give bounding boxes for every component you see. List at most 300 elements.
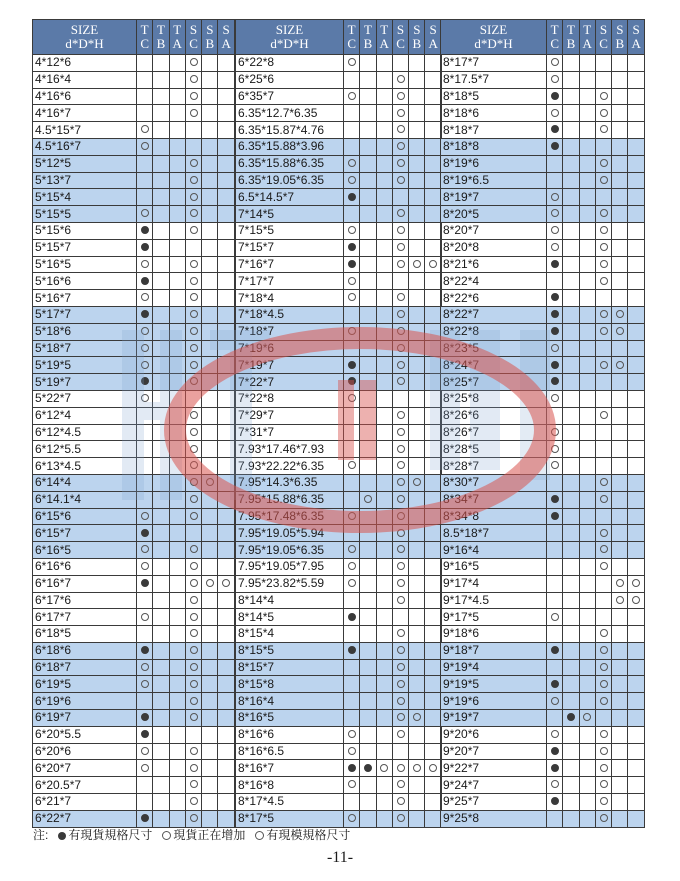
flag-cell	[409, 290, 425, 307]
size-cell: 8*16*4	[236, 693, 344, 710]
open-dot-icon	[348, 562, 356, 570]
filled-dot-icon	[551, 125, 559, 133]
flag-cell	[595, 172, 611, 189]
flag-cell	[425, 542, 441, 559]
open-dot-icon	[348, 730, 356, 738]
flag-cell	[612, 726, 628, 743]
flag-cell	[595, 508, 611, 525]
open-dot-icon	[141, 545, 149, 553]
table-row	[441, 525, 645, 542]
open-dot-icon	[397, 377, 405, 385]
flag-cell	[202, 441, 218, 458]
open-dot-icon	[397, 428, 405, 436]
flag-cell	[579, 222, 595, 239]
flag-cell	[376, 155, 392, 172]
open-dot-icon	[141, 344, 149, 352]
open-dot-icon	[429, 764, 437, 772]
flag-cell	[595, 424, 611, 441]
flag-cell	[409, 189, 425, 206]
filled-dot-icon	[348, 260, 356, 268]
open-dot-icon	[600, 495, 608, 503]
table-row	[441, 155, 645, 172]
flag-cell	[409, 710, 425, 727]
flag-cell	[202, 55, 218, 72]
table-row	[441, 726, 645, 743]
flag-cell	[185, 374, 201, 391]
flag-cell	[547, 592, 563, 609]
table-row	[33, 592, 235, 609]
flag-cell	[547, 491, 563, 508]
flag-cell	[563, 105, 579, 122]
open-dot-icon	[348, 226, 356, 234]
flag-cell	[595, 306, 611, 323]
flag-cell	[153, 323, 169, 340]
flag-cell	[425, 390, 441, 407]
flag-cell	[185, 542, 201, 559]
flag-cell	[579, 777, 595, 794]
flag-cell	[153, 525, 169, 542]
flag-cell	[360, 575, 376, 592]
open-dot-icon	[616, 327, 624, 335]
flag-cell	[137, 306, 153, 323]
flag-header-top: T	[380, 22, 389, 37]
table-row	[236, 760, 442, 777]
size-cell: 7*18*4.5	[236, 306, 344, 323]
open-dot-icon	[190, 495, 198, 503]
filled-dot-icon	[551, 310, 559, 318]
flag-cell	[185, 743, 201, 760]
flag-cell	[392, 122, 408, 139]
table-row	[236, 239, 442, 256]
flag-cell	[425, 206, 441, 223]
flag-cell	[579, 743, 595, 760]
flag-cell	[376, 407, 392, 424]
filled-dot-icon	[141, 814, 149, 822]
flag-cell	[628, 407, 644, 424]
flag-cell	[595, 71, 611, 88]
flag-cell	[628, 491, 644, 508]
flag-cell	[218, 172, 234, 189]
flag-cell	[547, 323, 563, 340]
open-dot-icon	[397, 411, 405, 419]
flag-cell	[344, 642, 360, 659]
flag-cell	[137, 222, 153, 239]
flag-cell	[185, 592, 201, 609]
flag-cell	[376, 189, 392, 206]
flag-cell	[547, 760, 563, 777]
flag-cell	[392, 710, 408, 727]
flag-cell	[185, 659, 201, 676]
flag-cell	[344, 357, 360, 374]
flag-cell	[169, 491, 185, 508]
flag-header	[579, 20, 595, 55]
table-row	[33, 760, 235, 777]
flag-cell	[360, 693, 376, 710]
flag-cell	[628, 424, 644, 441]
flag-cell	[563, 88, 579, 105]
flag-cell	[612, 138, 628, 155]
flag-cell	[153, 340, 169, 357]
flag-cell	[628, 172, 644, 189]
flag-cell	[595, 390, 611, 407]
flag-cell	[169, 609, 185, 626]
size-cell: 8*17.5*7	[441, 71, 547, 88]
flag-cell	[612, 239, 628, 256]
open-dot-icon	[616, 310, 624, 318]
flag-cell	[579, 306, 595, 323]
size-cell: 8*19*6.5	[441, 172, 547, 189]
flag-cell	[628, 206, 644, 223]
flag-cell	[425, 323, 441, 340]
flag-cell	[344, 676, 360, 693]
flag-cell	[628, 323, 644, 340]
table-row	[236, 743, 442, 760]
flag-cell	[425, 474, 441, 491]
flag-cell	[344, 693, 360, 710]
flag-cell	[137, 206, 153, 223]
flag-cell	[409, 55, 425, 72]
filled-dot-icon	[551, 512, 559, 520]
open-dot-icon	[600, 277, 608, 285]
flag-cell	[153, 458, 169, 475]
flag-cell	[344, 777, 360, 794]
flag-cell	[344, 424, 360, 441]
flag-cell	[547, 189, 563, 206]
open-dot-icon	[413, 260, 421, 268]
flag-cell	[595, 693, 611, 710]
flag-cell	[425, 558, 441, 575]
flag-cell	[628, 794, 644, 811]
flag-header-bottom: B	[363, 36, 373, 51]
size-cell: 4*16*4	[33, 71, 137, 88]
flag-cell	[563, 407, 579, 424]
table-row	[33, 659, 235, 676]
size-cell: 7*15*5	[236, 222, 344, 239]
open-dot-icon	[397, 545, 405, 553]
flag-cell	[563, 794, 579, 811]
flag-cell	[218, 743, 234, 760]
table-row	[236, 508, 442, 525]
flag-cell	[392, 592, 408, 609]
flag-cell	[344, 390, 360, 407]
filled-dot-icon	[141, 730, 149, 738]
flag-header-top: S	[632, 22, 640, 37]
flag-cell	[409, 726, 425, 743]
flag-cell	[612, 71, 628, 88]
open-dot-icon	[397, 226, 405, 234]
open-dot-icon	[551, 209, 559, 217]
size-cell: 6*17*6	[33, 592, 137, 609]
size-cell: 4.5*15*7	[33, 122, 137, 139]
flag-cell	[563, 189, 579, 206]
flag-cell	[202, 458, 218, 475]
flag-header	[218, 20, 234, 55]
table-row	[33, 424, 235, 441]
flag-cell	[137, 88, 153, 105]
open-dot-icon	[551, 613, 559, 621]
flag-cell	[137, 542, 153, 559]
size-cell: 9*19*7	[441, 710, 547, 727]
table-row	[236, 323, 442, 340]
header-row	[33, 20, 235, 55]
flag-cell	[185, 88, 201, 105]
flag-cell	[376, 575, 392, 592]
flag-cell	[547, 71, 563, 88]
flag-cell	[137, 474, 153, 491]
flag-cell	[202, 407, 218, 424]
open-dot-icon	[348, 814, 356, 822]
size-cell: 7.95*17.48*6.35	[236, 508, 344, 525]
flag-cell	[409, 340, 425, 357]
flag-cell	[563, 290, 579, 307]
flag-cell	[547, 138, 563, 155]
size-cell: 8*20*7	[441, 222, 547, 239]
flag-cell	[202, 256, 218, 273]
flag-cell	[392, 172, 408, 189]
flag-cell	[376, 122, 392, 139]
flag-cell	[185, 206, 201, 223]
table-row	[236, 592, 442, 609]
size-cell: 6.35*15.87*4.76	[236, 122, 344, 139]
flag-cell	[360, 626, 376, 643]
open-dot-icon	[429, 260, 437, 268]
flag-cell	[579, 88, 595, 105]
flag-cell	[563, 206, 579, 223]
flag-cell	[392, 525, 408, 542]
flag-cell	[137, 693, 153, 710]
size-cell: 6*17*7	[33, 609, 137, 626]
flag-cell	[185, 122, 201, 139]
flag-cell	[169, 508, 185, 525]
flag-cell	[563, 273, 579, 290]
size-cell: 7*14*5	[236, 206, 344, 223]
flag-header-bottom: B	[615, 36, 625, 51]
flag-cell	[376, 441, 392, 458]
flag-cell	[612, 710, 628, 727]
open-dot-icon	[348, 579, 356, 587]
flag-cell	[185, 777, 201, 794]
flag-cell	[169, 340, 185, 357]
flag-cell	[376, 810, 392, 827]
flag-cell	[185, 794, 201, 811]
flag-header-top: T	[363, 22, 372, 37]
flag-cell	[409, 155, 425, 172]
open-dot-icon	[397, 529, 405, 537]
flag-cell	[563, 374, 579, 391]
flag-cell	[579, 794, 595, 811]
flag-cell	[409, 122, 425, 139]
flag-cell	[218, 575, 234, 592]
flag-cell	[218, 138, 234, 155]
flag-cell	[595, 323, 611, 340]
flag-cell	[409, 542, 425, 559]
flag-cell	[547, 575, 563, 592]
flag-cell	[547, 172, 563, 189]
flag-cell	[218, 424, 234, 441]
flag-cell	[579, 374, 595, 391]
flag-header	[392, 20, 408, 55]
open-dot-icon	[397, 629, 405, 637]
table-row	[441, 592, 645, 609]
flag-cell	[153, 676, 169, 693]
flag-cell	[628, 659, 644, 676]
size-cell: 9*19*5	[441, 676, 547, 693]
size-cell: 6*35*7	[236, 88, 344, 105]
flag-header	[185, 20, 201, 55]
flag-cell	[185, 474, 201, 491]
flag-cell	[185, 239, 201, 256]
open-dot-icon	[600, 327, 608, 335]
table-row	[236, 155, 442, 172]
flag-header-bottom: A	[428, 36, 438, 51]
open-dot-icon	[632, 579, 640, 587]
flag-cell	[344, 340, 360, 357]
flag-cell	[563, 474, 579, 491]
open-dot-icon	[141, 764, 149, 772]
open-dot-icon	[190, 646, 198, 654]
flag-cell	[360, 659, 376, 676]
flag-cell	[628, 777, 644, 794]
flag-cell	[595, 592, 611, 609]
flag-cell	[169, 55, 185, 72]
flag-header-top: S	[413, 22, 421, 37]
flag-cell	[202, 743, 218, 760]
flag-cell	[595, 743, 611, 760]
flag-cell	[392, 760, 408, 777]
flag-cell	[579, 273, 595, 290]
flag-cell	[376, 206, 392, 223]
flag-cell	[360, 558, 376, 575]
size-cell: 9*18*6	[441, 626, 547, 643]
flag-cell	[344, 122, 360, 139]
flag-cell	[169, 189, 185, 206]
open-dot-icon	[190, 377, 198, 385]
open-dot-icon	[190, 277, 198, 285]
flag-cell	[344, 609, 360, 626]
open-dot-icon	[348, 58, 356, 66]
flag-header-bottom: C	[189, 36, 198, 51]
open-dot-icon	[551, 226, 559, 234]
flag-cell	[579, 357, 595, 374]
filled-dot-icon	[141, 713, 149, 721]
flag-cell	[344, 55, 360, 72]
size-cell: 6*16*5	[33, 542, 137, 559]
table-row	[441, 172, 645, 189]
open-dot-icon	[413, 713, 421, 721]
flag-cell	[595, 642, 611, 659]
flag-cell	[579, 206, 595, 223]
flag-cell	[392, 743, 408, 760]
flag-cell	[137, 743, 153, 760]
open-dot-icon	[600, 159, 608, 167]
flag-header-bottom: A	[582, 36, 592, 51]
open-dot-icon	[551, 243, 559, 251]
flag-cell	[425, 609, 441, 626]
flag-cell	[425, 693, 441, 710]
flag-cell	[137, 558, 153, 575]
flag-cell	[185, 508, 201, 525]
flag-cell	[169, 155, 185, 172]
table-row	[33, 794, 235, 811]
flag-cell	[344, 474, 360, 491]
size-cell: 7.95*19.05*5.94	[236, 525, 344, 542]
flag-cell	[425, 138, 441, 155]
flag-cell	[425, 592, 441, 609]
flag-cell	[202, 542, 218, 559]
flag-cell	[137, 659, 153, 676]
table-row	[441, 122, 645, 139]
flag-cell	[547, 88, 563, 105]
flag-cell	[392, 626, 408, 643]
size-table	[32, 19, 643, 827]
filled-dot-icon	[551, 495, 559, 503]
flag-cell	[628, 726, 644, 743]
flag-cell	[409, 642, 425, 659]
size-cell: 8*14*4	[236, 592, 344, 609]
flag-cell	[392, 575, 408, 592]
flag-cell	[376, 659, 392, 676]
filled-dot-icon	[364, 764, 372, 772]
flag-cell	[425, 710, 441, 727]
flag-cell	[547, 693, 563, 710]
flag-cell	[376, 273, 392, 290]
flag-cell	[376, 340, 392, 357]
flag-cell	[563, 575, 579, 592]
flag-cell	[612, 357, 628, 374]
flag-cell	[392, 609, 408, 626]
flag-cell	[360, 374, 376, 391]
flag-cell	[360, 710, 376, 727]
flag-cell	[612, 374, 628, 391]
table-row	[236, 676, 442, 693]
flag-cell	[376, 726, 392, 743]
size-cell: 4*16*6	[33, 88, 137, 105]
flag-cell	[579, 122, 595, 139]
flag-cell	[218, 155, 234, 172]
flag-cell	[392, 105, 408, 122]
flag-cell	[137, 55, 153, 72]
flag-cell	[612, 424, 628, 441]
size-cell: 8.5*18*7	[441, 525, 547, 542]
open-dot-icon	[397, 780, 405, 788]
flag-cell	[612, 525, 628, 542]
flag-cell	[595, 794, 611, 811]
flag-cell	[612, 390, 628, 407]
flag-cell	[612, 794, 628, 811]
flag-cell	[360, 760, 376, 777]
open-dot-icon	[600, 797, 608, 805]
table-row	[236, 122, 442, 139]
table-row	[441, 357, 645, 374]
flag-cell	[360, 542, 376, 559]
size-cell: 7.95*19.05*7.95	[236, 558, 344, 575]
size-cell: 9*17*5	[441, 609, 547, 626]
flag-cell	[344, 458, 360, 475]
open-dot-icon	[600, 478, 608, 486]
flag-cell	[409, 491, 425, 508]
table-row	[441, 55, 645, 72]
flag-cell	[628, 592, 644, 609]
flag-cell	[169, 542, 185, 559]
flag-cell	[425, 222, 441, 239]
flag-cell	[409, 88, 425, 105]
size-cell: 5*16*7	[33, 290, 137, 307]
table-row	[441, 306, 645, 323]
flag-header-bottom: C	[396, 36, 405, 51]
flag-header-bottom: C	[550, 36, 559, 51]
table-row	[236, 390, 442, 407]
size-cell: 8*15*7	[236, 659, 344, 676]
